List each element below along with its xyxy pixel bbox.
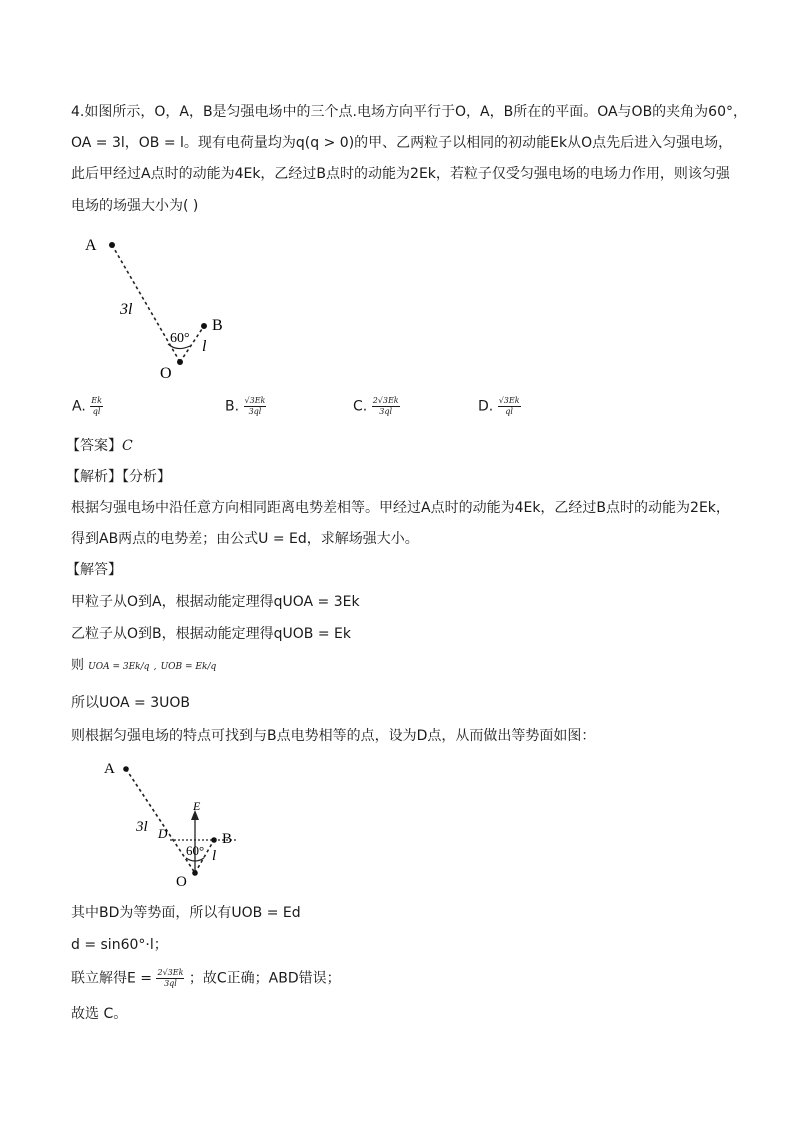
figure-1 (80, 228, 240, 388)
label-b: B (222, 831, 233, 847)
label-3l: 3l (120, 301, 133, 318)
solution-step-5: 则根据匀强电场的特点可找到与B点电势相等的点，设为D点，从而做出等势面如图： (71, 728, 596, 744)
point-o (192, 870, 198, 876)
option-b[interactable]: B. $\frac{√3Ek}{3ql}$ (225, 396, 266, 416)
solution-step-1: 甲粒子从O到A，根据动能定理得qUOA = 3Ek (71, 594, 360, 610)
answer-line (66, 436, 133, 456)
point-b (201, 323, 207, 329)
label-b: B (212, 317, 223, 334)
label-l: l (202, 338, 207, 355)
label-o: O (176, 874, 187, 890)
answer-value: C (122, 438, 133, 454)
point-b (211, 837, 217, 843)
solution-step-8: 联立解得E = $\frac{2√3Ek}{3ql}$ ；故C正确；ABD错误； (71, 968, 341, 988)
analysis-line-1: 根据匀强电场中沿任意方向相同距离电势差相等。甲经过A点时的动能为4Ek，乙经过B点时的动能为2Ek， (71, 500, 730, 516)
analysis-line-2: 得到AB两点的电势差；由公式U = Ed，求解场强大小。 (71, 531, 419, 547)
analysis-header: 【解析】【分析】 (66, 469, 171, 485)
point-a (109, 242, 115, 248)
solution-header: 【解答】 (66, 562, 122, 578)
answer-label: 【答案】 (66, 438, 122, 454)
option-a[interactable]: A. $\frac{Ek}{ql}$ (72, 396, 102, 416)
solution-step-6: 其中BD为等势面，所以有UOB = Ed (71, 905, 301, 921)
point-o (177, 359, 183, 365)
solution-step-2: 乙粒子从O到B，根据动能定理得qUOB = Ek (71, 626, 351, 642)
option-d[interactable]: D. $\frac{√3Ek}{ql}$ (478, 396, 520, 416)
option-c[interactable]: C. $\frac{2√3Ek}{3ql}$ (353, 396, 399, 416)
question-line-3: 此后甲经过A点时的动能为4Ek，乙经过B点时的动能为2Ek，若粒子仅受匀强电场的电场力作用，则该匀强 (71, 166, 730, 182)
label-o: O (160, 365, 172, 382)
label-3l: 3l (136, 819, 148, 835)
label-a: A (104, 761, 115, 777)
question-line-1: 4.如图所示，O，A，B是匀强电场中的三个点.电场方向平行于O，A，B所在的平面。OA与OB的夹角为60°， (71, 104, 747, 120)
question-line-4: 电场的场强大小为( ) (71, 198, 199, 214)
solution-step-7: d = sin60°·l； (71, 937, 168, 953)
solution-step-3: 则 UOA = 3Ek/q , UOB = Ek/q (71, 658, 217, 673)
figure-2 (98, 754, 258, 894)
question-line-2: OA = 3l，OB = l。现有电荷量均为q(q > 0)的甲、乙两粒子以相同的初动能Ek从O点先后进入匀强电场， (71, 135, 733, 151)
label-angle: 60° (170, 331, 190, 346)
label-d: D (158, 826, 168, 841)
label-angle: 60° (186, 843, 205, 858)
question-number: 4. (71, 104, 85, 120)
label-l: l (212, 848, 217, 864)
label-a: A (85, 237, 97, 254)
point-a (123, 766, 129, 772)
solution-step-4: 所以UOA = 3UOB (71, 695, 191, 711)
label-e: E (193, 799, 201, 813)
solution-step-9: 故选 C。 (71, 1006, 128, 1022)
